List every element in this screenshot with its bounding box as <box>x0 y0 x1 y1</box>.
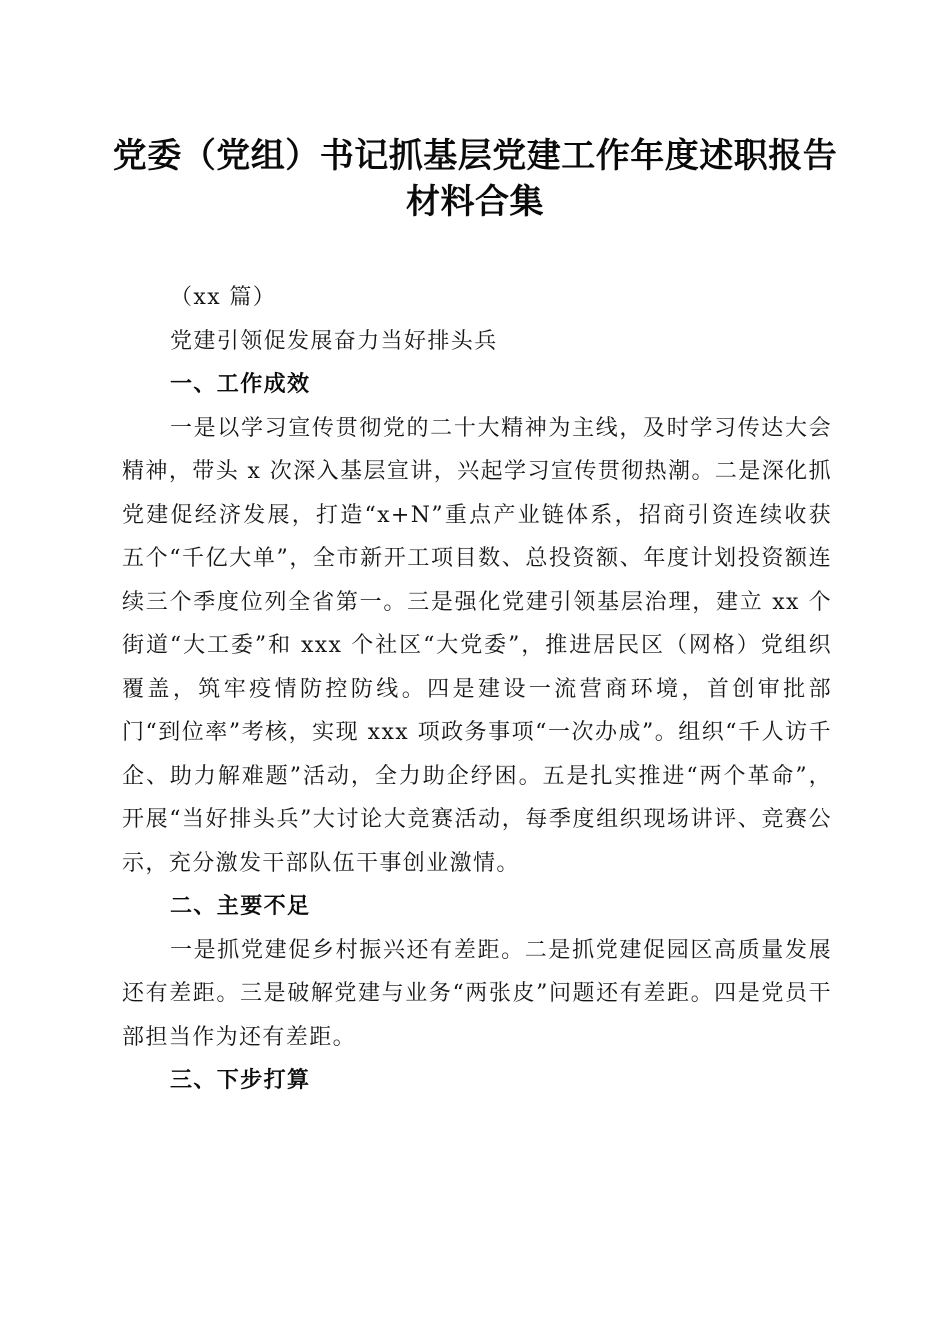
document-body <box>122 276 832 1103</box>
section-heading-next-steps: 三、下步打算 <box>170 1068 311 1093</box>
section-body-achievements: 一是以学习宣传贯彻党的二十大精神为主线，及时学习传达大会精神，带头 x 次深入基层宣讲，兴起学习宣传贯彻热潮。二是深化抓党建促经济发展，打造“x+N”重点产业链体系，招商引资连续收获五个“千亿大单”，全市新开工项目数、总投资额、年度计划投资额连续三个季度位列全省第一。三是强化党建引领基层治理，建立 xx 个街道“大工委”和 xxx 个社区“大党委”，推进居民区（网格）党组织覆盖，筑牢疫情防控防线。四是建设一流营商环境，首创审批部门“到位率”考核，实现 xxx 项政务事项“一次办成”。组织“千人访千企、助力解难题”活动，全力助企纾困。五是扎实推进“两个革命”，开展“当好排头兵”大讨论大竞赛活动，每季度组织现场讲评、竞赛公示，充分激发干部队伍干事创业激情。 <box>122 415 832 876</box>
article-subtitle: 党建引领促发展奋力当好排头兵 <box>170 328 498 354</box>
article-marker: （xx 篇） <box>170 285 277 310</box>
section-body-shortcomings: 一是抓党建促乡村振兴还有差距。二是抓党建促园区高质量发展还有差距。三是破解党建与业务“两张皮”问题还有差距。四是党员干部担当作为还有差距。 <box>122 937 832 1050</box>
section-heading-shortcomings: 二、主要不足 <box>170 894 311 919</box>
section-heading-achievements: 一、工作成效 <box>170 372 311 397</box>
document-title: 党委（党组）书记抓基层党建工作年度述职报告材料合集 <box>112 136 838 222</box>
